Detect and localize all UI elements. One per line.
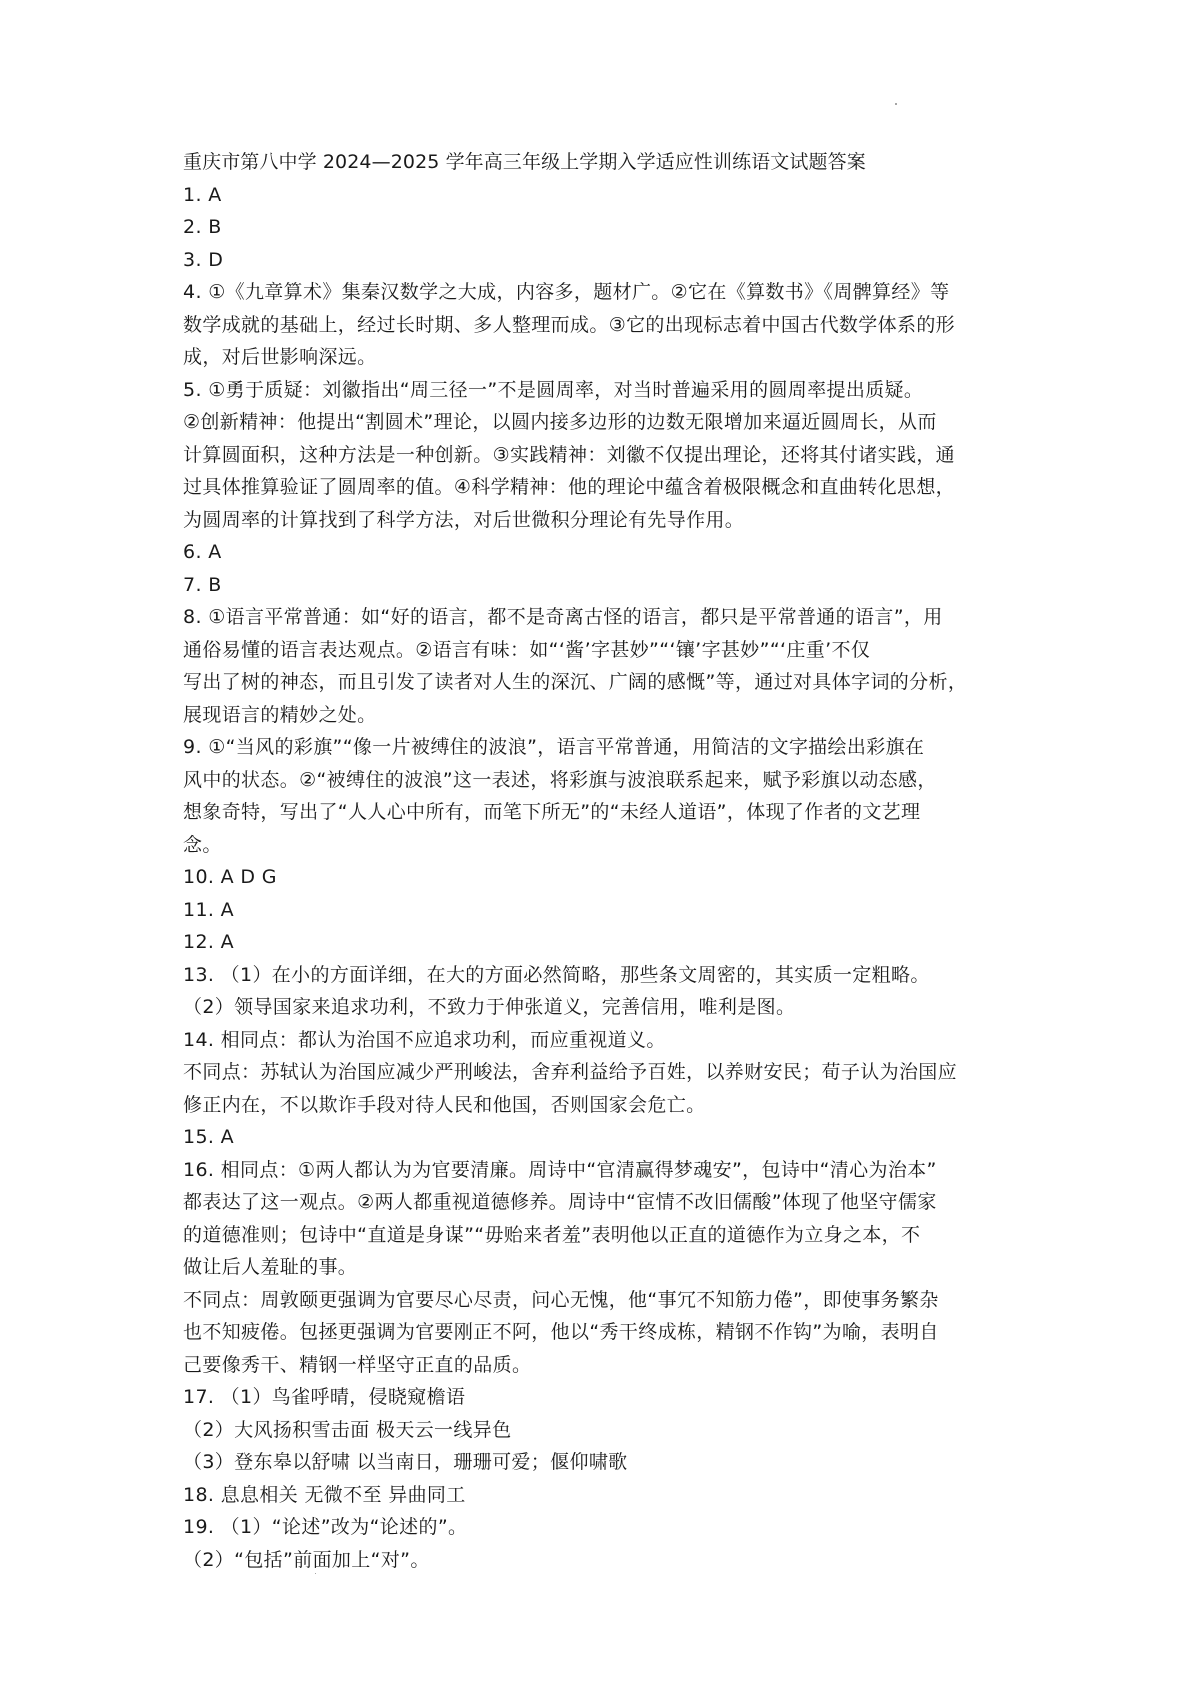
answer-line: 16. 相同点：①两人都认为为官要清廉。周诗中“官清赢得梦魂安”，包诗中“清心为治本” — [183, 1158, 937, 1181]
answer-line: 念。 — [183, 833, 222, 856]
answer-line: 也不知疲倦。包拯更强调为官要刚正不阿，他以“秀干终成栋，精钢不作钩”为喻，表明自 — [183, 1321, 939, 1343]
document-title: 重庆市第八中学 2024—2025 学年高三年级上学期入学适应性训练语文试题答案 — [183, 151, 866, 173]
answer-line: 通俗易懂的语言表达观点。②语言有味：如“‘酱’字甚妙”“‘镶’字甚妙”“‘庄重’不仅 — [183, 638, 871, 661]
answer-line: 3. D — [183, 248, 224, 271]
answer-line: 14. 相同点：都认为治国不应追求功利，而应重视道义。 — [183, 1028, 666, 1051]
answer-line: 数学成就的基础上，经过长时期、多人整理而成。③它的出现标志着中国古代数学体系的形 — [183, 313, 956, 336]
answer-line: 写出了树的神态，而且引发了读者对人生的深沉、广阔的感慨”等，通过对具体字词的分析， — [183, 671, 968, 693]
answer-line: 10. A D G — [183, 866, 277, 888]
answer-line: 18. 息息相关 无微不至 异曲同工 — [183, 1483, 466, 1506]
answer-line: 9. ①“当风的彩旗”“像一片被缚住的波浪”，语言平常普通，用简洁的文字描绘出彩旗在 — [183, 736, 925, 758]
answer-line: 修正内在，不以欺诈手段对待人民和他国，否则国家会危亡。 — [183, 1093, 706, 1116]
answer-line: 8. ①语言平常普通：如“好的语言，都不是奇离古怪的语言，都只是平常普通的语言”，用 — [183, 606, 943, 628]
answer-list — [183, 179, 1043, 1577]
answer-line: 1. A — [183, 183, 222, 206]
answer-line: （2）“包括”前面加上“对”。 — [183, 1548, 430, 1571]
answer-line: （3）登东皋以舒啸 以当南日，珊珊可爱；偃仰啸歌 — [183, 1451, 628, 1473]
answer-line: 风中的状态。②“被缚住的波浪”这一表述，将彩旗与波浪联系起来，赋予彩旗以动态感， — [183, 768, 937, 791]
answer-line: （2）大风扬积雪击面 极天云一线异色 — [183, 1418, 512, 1441]
answer-line: 的道德准则；包诗中“直道是身谋”“毋贻来者羞”表明他以正直的道德作为立身之本，不 — [183, 1223, 921, 1246]
answer-line: （2）领导国家来追求功利，不致力于伸张道义，完善信用，唯利是图。 — [183, 996, 796, 1018]
answer-line: 计算圆面积，这种方法是一种创新。③实践精神：刘徽不仅提出理论，还将其付诸实践，通 — [183, 443, 956, 466]
answer-line: 展现语言的精妙之处。 — [183, 703, 377, 726]
answer-line: 己要像秀干、精钢一样坚守正直的品质。 — [183, 1353, 532, 1376]
answer-line: ②创新精神：他提出“割圆术”理论，以圆内接多边形的边数无限增加来逼近圆周长，从而 — [183, 411, 937, 433]
answer-line: 13. （1）在小的方面详细，在大的方面必然简略，那些条文周密的，其实质一定粗略。 — [183, 963, 930, 986]
answer-line: 过具体推算验证了圆周率的值。④科学精神：他的理论中蕴含着极限概念和直曲转化思想， — [183, 476, 956, 498]
answer-line: 为圆周率的计算找到了科学方法，对后世微积分理论有先导作用。 — [183, 508, 745, 531]
answer-line: 都表达了这一观点。②两人都重视道德修养。周诗中“宦情不改旧儒酸”体现了他坚守儒家 — [183, 1191, 937, 1213]
answer-line: 19. （1）“论述”改为“论述的”。 — [183, 1516, 468, 1538]
scan-speck — [895, 103, 897, 105]
answer-document — [183, 146, 1043, 1576]
answer-line: 6. A — [183, 541, 222, 563]
answer-line: 4. ①《九章算术》集秦汉数学之大成，内容多，题材广。②它在《算数书》《周髀算经》等 — [183, 281, 950, 303]
answer-line: 不同点：苏轼认为治国应减少严刑峻法，舍弃利益给予百姓，以养财安民；荀子认为治国应 — [183, 1061, 958, 1083]
answer-line: 做让后人羞耻的事。 — [183, 1256, 358, 1278]
answer-line: 5. ①勇于质疑：刘徽指出“周三径一”不是圆周率，对当时普遍采用的圆周率提出质疑。 — [183, 378, 924, 401]
answer-line: 17. （1）鸟雀呼晴，侵晓窥檐语 — [183, 1386, 466, 1408]
answer-line: 2. B — [183, 216, 222, 238]
answer-line: 想象奇特，写出了“人人心中所有，而笔下所无”的“未经人道语”，体现了作者的文艺理 — [183, 801, 921, 823]
answer-line: 15. A — [183, 1126, 235, 1148]
answer-line: 11. A — [183, 898, 235, 921]
answer-line: 12. A — [183, 931, 235, 953]
answer-line: 不同点：周敦颐更强调为官要尽心尽责，问心无愧，他“事冗不知筋力倦”，即使事务繁杂 — [183, 1288, 939, 1311]
answer-line: 成，对后世影响深远。 — [183, 346, 377, 368]
answer-line: 7. B — [183, 573, 222, 596]
